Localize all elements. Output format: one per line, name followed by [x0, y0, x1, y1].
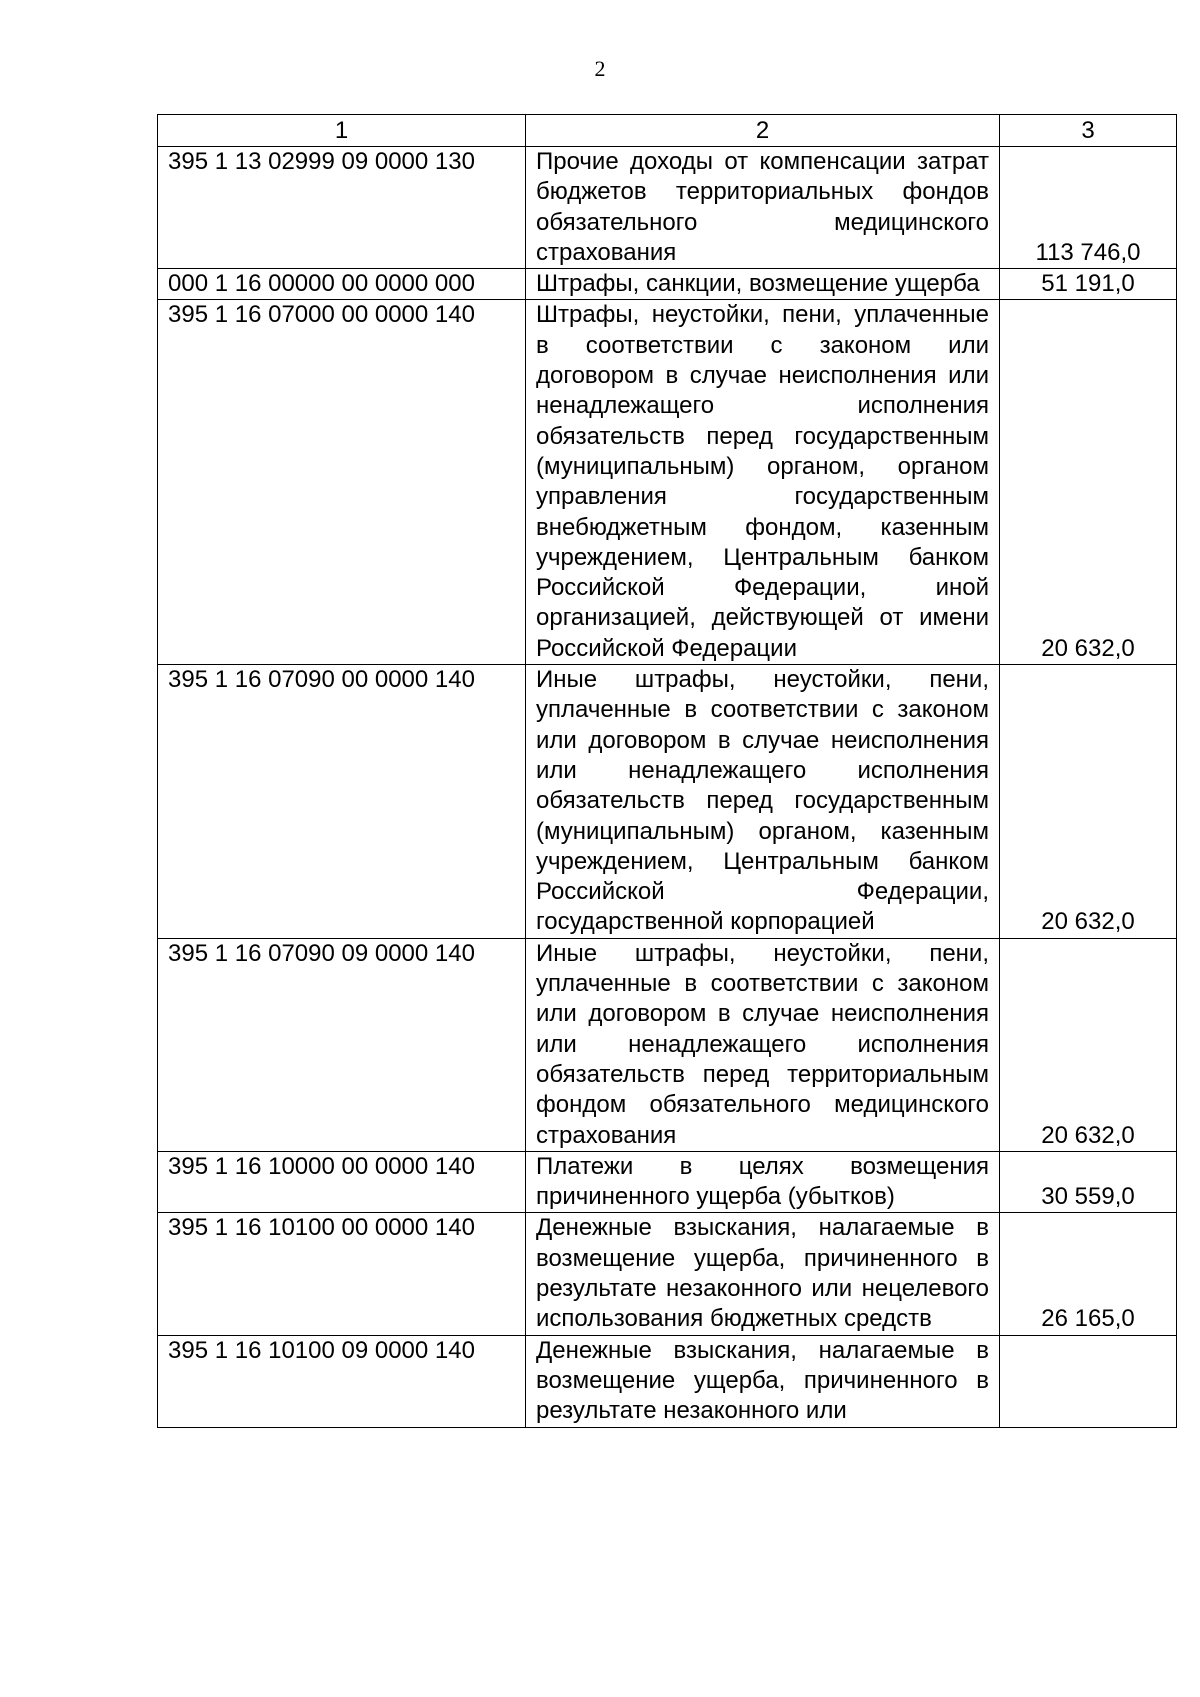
table-row [158, 300, 1177, 665]
amount-cell: 51 191,0 [1000, 269, 1177, 300]
description-text: Денежные взыскания, налагаемые в возмещение ущерба, причиненного в результате незаконного или [536, 1336, 989, 1425]
description-cell: Платежи в целях возмещения причиненного ущерба (убытков) [526, 1151, 1000, 1213]
budget-revenue-table [157, 114, 1177, 1428]
budget-code-cell: 395 1 16 10100 09 0000 140 [158, 1335, 526, 1427]
page-number: 2 [594, 56, 606, 81]
description-cell: Иные штрафы, неустойки, пени, уплаченные в соответствии с законом или договором в случае неисполнения или ненадлежащего исполнения обязательств перед территориальным фондом обязательного медицинского страхования [526, 938, 1000, 1151]
amount-cell: 113 746,0 [1000, 147, 1177, 269]
budget-code-cell: 395 1 16 07090 09 0000 140 [158, 938, 526, 1151]
table-header-row [158, 115, 1177, 147]
column-header-1: 1 [158, 115, 526, 147]
description-cell: Штрафы, санкции, возмещение ущерба [526, 269, 1000, 300]
description-cell: Штрафы, неустойки, пени, уплаченные в соответствии с законом или договором в случае неисполнения или ненадлежащего исполнения обязательств перед государственным (муниципальным) органом, органом управления государственным внебюджетным фондом, казенным учреждением, Центральным банком Российской Федерации, иной организацией, действующей от имени Российской Федерации [526, 300, 1000, 665]
budget-code-cell: 395 1 16 10100 00 0000 140 [158, 1213, 526, 1335]
table-row [158, 1335, 1177, 1427]
description-cell: Иные штрафы, неустойки, пени, уплаченные в соответствии с законом или договором в случае неисполнения или ненадлежащего исполнения обязательств перед государственным (муниципальным) органом, казенным учреждением, Центральным банком Российской Федерации, государственной корпорацией [526, 665, 1000, 939]
budget-code-cell: 395 1 16 10000 00 0000 140 [158, 1151, 526, 1213]
column-header-3: 3 [1000, 115, 1177, 147]
budget-code-cell: 000 1 16 00000 00 0000 000 [158, 269, 526, 300]
table-row [158, 938, 1177, 1151]
table-row [158, 665, 1177, 939]
amount-cell: 20 632,0 [1000, 938, 1177, 1151]
budget-code-cell: 395 1 16 07000 00 0000 140 [158, 300, 526, 665]
table-row [158, 147, 1177, 269]
table-row [158, 1213, 1177, 1335]
description-cell: Денежные взыскания, налагаемые в возмещение ущерба, причиненного в результате незаконного или нецелевого использования бюджетных средств [526, 1213, 1000, 1335]
table-row [158, 269, 1177, 300]
description-cell: Прочие доходы от компенсации затрат бюджетов территориальных фондов обязательного медицинского страхования [526, 147, 1000, 269]
budget-code-cell: 395 1 13 02999 09 0000 130 [158, 147, 526, 269]
column-header-2: 2 [526, 115, 1000, 147]
amount-cell: 20 632,0 [1000, 665, 1177, 939]
amount-cell: 20 632,0 [1000, 300, 1177, 665]
budget-code-cell: 395 1 16 07090 00 0000 140 [158, 665, 526, 939]
table-row [158, 1151, 1177, 1213]
amount-cell [1000, 1335, 1177, 1427]
description-cell [526, 1335, 1000, 1427]
amount-cell: 30 559,0 [1000, 1151, 1177, 1213]
amount-cell: 26 165,0 [1000, 1213, 1177, 1335]
